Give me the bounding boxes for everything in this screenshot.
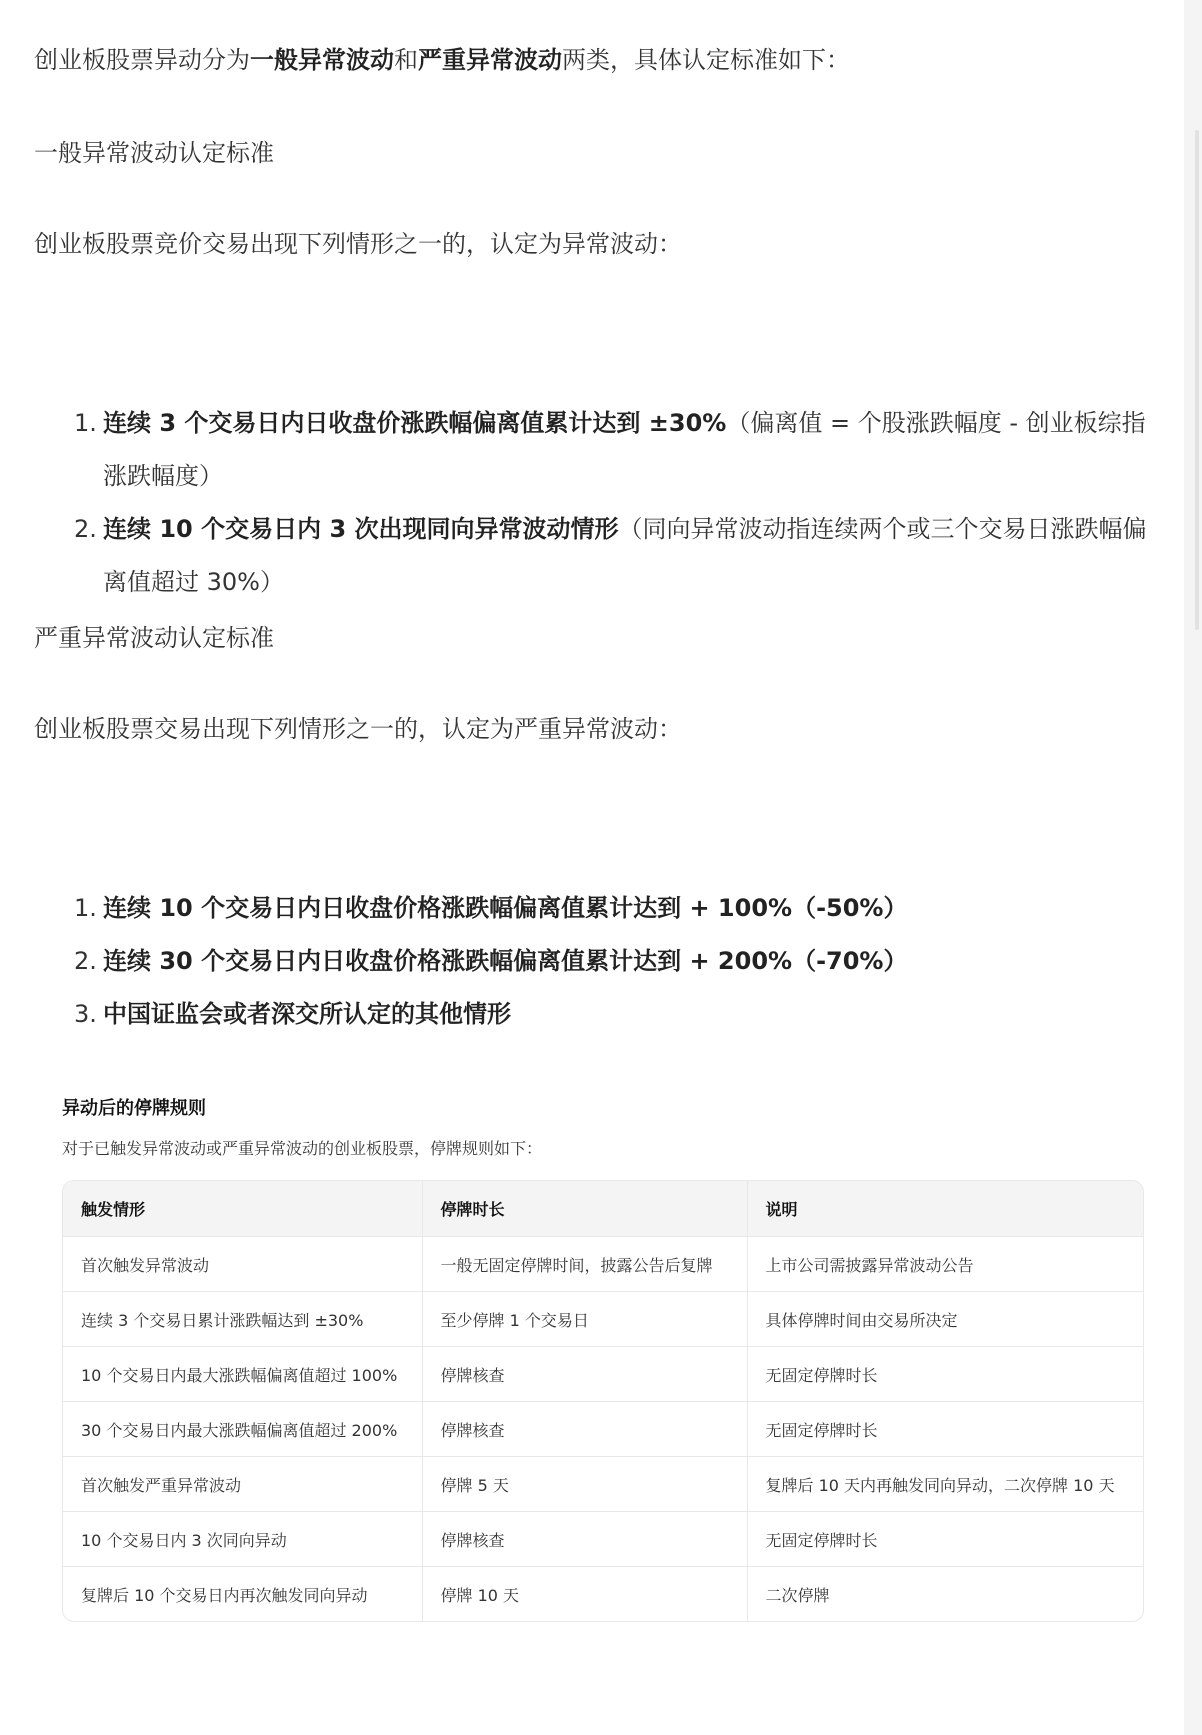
table-cell: 首次触发异常波动 bbox=[63, 1237, 422, 1292]
column-header-trigger: 触发情形 bbox=[63, 1181, 422, 1237]
table-cell: 停牌核查 bbox=[422, 1402, 747, 1457]
table-header-row bbox=[63, 1181, 1143, 1237]
suspension-description: 对于已触发异常波动或严重异常波动的创业板股票，停牌规则如下： bbox=[62, 1139, 543, 1158]
intro-paragraph bbox=[34, 40, 850, 75]
table-row bbox=[63, 1567, 1143, 1622]
table-cell: 二次停牌 bbox=[765, 1585, 830, 1605]
table-cell: 停牌 5 天 bbox=[422, 1457, 747, 1512]
severe-criterion-3 bbox=[34, 988, 1154, 1041]
intro-bold-severe: 严重异常波动 bbox=[418, 46, 562, 74]
criterion-bold: 中国证监会或者深交所认定的其他情形 bbox=[103, 1000, 511, 1028]
column-header-duration: 停牌时长 bbox=[422, 1181, 747, 1237]
intro-prefix: 创业板股票异动分为 bbox=[34, 46, 250, 74]
scrollbar-track[interactable] bbox=[1184, 0, 1202, 1735]
table-cell: 上市公司需披露异常波动公告 bbox=[747, 1237, 1143, 1292]
table-cell: 30 个交易日内最大涨跌幅偏离值超过 200% bbox=[63, 1402, 422, 1457]
table-cell: 一般无固定停牌时间，披露公告后复牌 bbox=[422, 1237, 747, 1292]
severe-heading: 严重异常波动认定标准 bbox=[34, 624, 274, 652]
table-cell: 10 个交易日内 3 次同向异动 bbox=[63, 1512, 422, 1567]
general-criteria-list bbox=[34, 397, 1154, 609]
suspension-table bbox=[63, 1181, 1143, 1621]
table-row bbox=[63, 1512, 1143, 1567]
table-row bbox=[63, 1457, 1143, 1512]
severe-criterion-2 bbox=[34, 935, 1154, 988]
suspension-title: 异动后的停牌规则 bbox=[62, 1098, 206, 1119]
severe-criteria-list bbox=[34, 882, 1154, 1041]
list-number: 2. bbox=[74, 947, 97, 975]
intro-bold-general: 一般异常波动 bbox=[250, 46, 394, 74]
criterion-bold: 连续 10 个交易日内 3 次出现同向异常波动情形 bbox=[103, 515, 619, 543]
table-cell: 复牌后 10 个交易日内再次触发同向异动 bbox=[63, 1567, 422, 1622]
table-cell: 首次触发严重异常波动 bbox=[63, 1457, 422, 1512]
general-heading: 一般异常波动认定标准 bbox=[34, 139, 274, 167]
table-cell: 复牌后 10 天内再触发同向异动，二次停牌 10 天 bbox=[747, 1457, 1143, 1512]
severe-lead: 创业板股票交易出现下列情形之一的，认定为严重异常波动： bbox=[34, 715, 682, 743]
table-cell: 无固定停牌时长 bbox=[747, 1512, 1143, 1567]
criterion-bold: 连续 10 个交易日内日收盘价格涨跌幅偏离值累计达到 + 100%（-50%） bbox=[103, 894, 908, 922]
severe-criterion-1 bbox=[34, 882, 1154, 935]
suspension-table-container bbox=[62, 1180, 1144, 1622]
list-number: 2. bbox=[74, 515, 97, 543]
table-cell: 停牌核查 bbox=[422, 1347, 747, 1402]
table-cell: 至少停牌 1 个交易日 bbox=[422, 1292, 747, 1347]
table-cell: 停牌 10 天 bbox=[422, 1567, 747, 1622]
scrollbar-thumb[interactable] bbox=[1195, 130, 1199, 630]
table-cell: 具体停牌时间由交易所决定 bbox=[747, 1292, 1143, 1347]
criterion-note: （偏离值 = 个股涨跌幅度 - 创业板综指涨跌幅度） bbox=[103, 409, 1146, 490]
intro-mid: 和 bbox=[394, 46, 418, 74]
table-row bbox=[63, 1402, 1143, 1457]
table-row bbox=[63, 1237, 1143, 1292]
criterion-note: （同向异常波动指连续两个或三个交易日涨跌幅偏离值超过 30%） bbox=[103, 515, 1147, 596]
table-cell: 连续 3 个交易日累计涨跌幅达到 ±30% bbox=[63, 1292, 422, 1347]
list-number: 1. bbox=[74, 409, 97, 437]
general-criterion-2 bbox=[34, 503, 1154, 609]
general-lead: 创业板股票竞价交易出现下列情形之一的，认定为异常波动： bbox=[34, 230, 682, 258]
criterion-bold: 连续 30 个交易日内日收盘价格涨跌幅偏离值累计达到 + 200%（-70%） bbox=[103, 947, 908, 975]
criterion-bold: 连续 3 个交易日内日收盘价涨跌幅偏离值累计达到 ±30% bbox=[103, 409, 727, 437]
table-cell: 无固定停牌时长 bbox=[747, 1347, 1143, 1402]
list-number: 3. bbox=[74, 1000, 97, 1028]
table-cell: 10 个交易日内最大涨跌幅偏离值超过 100% bbox=[63, 1347, 422, 1402]
list-number: 1. bbox=[74, 894, 97, 922]
table-row bbox=[63, 1347, 1143, 1402]
table-row bbox=[63, 1292, 1143, 1347]
general-criterion-1 bbox=[34, 397, 1154, 503]
intro-suffix: 两类，具体认定标准如下： bbox=[562, 46, 850, 74]
column-header-note: 说明 bbox=[747, 1181, 1143, 1237]
table-cell: 无固定停牌时长 bbox=[747, 1402, 1143, 1457]
table-cell: 停牌核查 bbox=[422, 1512, 747, 1567]
